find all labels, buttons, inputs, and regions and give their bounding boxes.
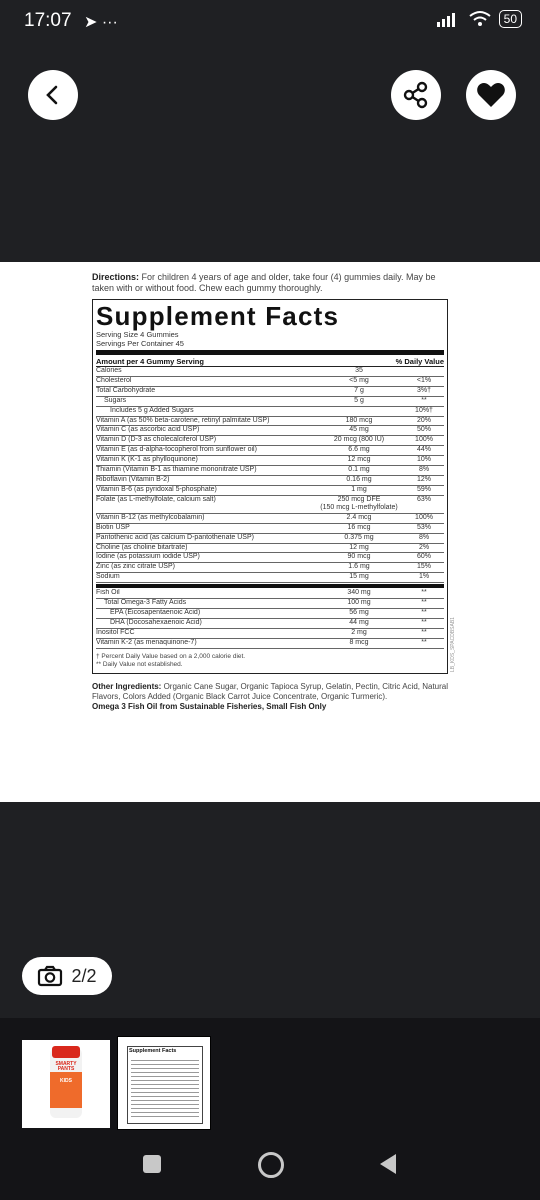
signal-icon: [437, 11, 461, 27]
nutrient-dv: 50%: [416, 426, 431, 434]
nutrient-dv: 63%: [416, 495, 431, 503]
nutrient-row: [96, 609, 444, 619]
nutrient-name: Calories: [96, 367, 122, 374]
nutrient-name: Riboflavin (Vitamin B-2): [96, 475, 170, 483]
counter-text: 2/2: [71, 965, 97, 986]
nutrient-row: [96, 534, 444, 544]
nutrient-row: [96, 486, 444, 496]
nutrient-name: Inositol FCC: [96, 628, 135, 636]
nutrient-row: [96, 563, 444, 573]
nutrient-rows-2: [96, 514, 444, 583]
nutrient-dv: 2%: [418, 543, 430, 551]
mini-facts-lines: [131, 1057, 199, 1117]
nutrient-row: [96, 589, 444, 599]
nutrient-name: Vitamin D (D-3 as cholecalciferol USP): [96, 436, 217, 444]
chevron-left-icon: [42, 84, 64, 106]
nutrient-dv: 100%: [415, 436, 433, 444]
nutrient-dv: **: [421, 599, 427, 607]
nutrient-dv: 15%: [416, 563, 431, 571]
thumbnail-strip: [0, 1018, 540, 1130]
favorite-button[interactable]: [466, 70, 516, 120]
back-nav-icon[interactable]: [378, 1153, 398, 1175]
nutrient-name: Sodium: [96, 573, 120, 581]
nutrient-dv: 8%: [418, 466, 430, 474]
nutrient-name: Pantothenic acid (as calcium D-pantothenate USP): [96, 533, 254, 541]
nutrient-dv: 10%†: [415, 406, 433, 414]
nutrient-dv: [404, 367, 444, 376]
nutrient-row: [96, 619, 444, 629]
status-notification-icons: ➤ ···: [84, 14, 118, 31]
nutrient-name: Cholesterol: [96, 376, 132, 384]
folate-amount-1: 250 mcg DFE: [337, 495, 381, 503]
nutrient-row: [96, 387, 444, 397]
recent-apps-button[interactable]: [143, 1155, 161, 1173]
nutrient-row: [96, 456, 444, 466]
thumbnail-facts-selected[interactable]: [118, 1037, 210, 1129]
label-code: LB_KDS_SPACDBSAB1: [450, 617, 456, 672]
nutrient-amount: 0.16 mg: [346, 475, 372, 483]
nutrient-name: Choline (as choline bitartrate): [96, 543, 188, 551]
nutrient-amount: 1.6 mg: [348, 563, 370, 571]
folate-amount-2: (150 mcg L-methylfolate): [320, 504, 398, 512]
servings-per-container: Servings Per Container 45: [96, 339, 184, 348]
status-right: [437, 10, 522, 28]
nutrient-amount: 35: [355, 367, 363, 374]
nutrient-amount: 0.1 mg: [348, 466, 370, 474]
nutrient-name: EPA (Eicosapentaenoic Acid): [110, 608, 201, 616]
other-ingredients-heading: Other Ingredients:: [92, 681, 162, 691]
system-navbar: [0, 1130, 540, 1200]
nutrient-amount: 45 mg: [349, 426, 369, 434]
thumbnail-product[interactable]: [22, 1040, 110, 1128]
nutrient-row: [96, 544, 444, 554]
wifi-icon: [469, 10, 491, 28]
brand-name: SMARTY PANTS: [55, 1061, 77, 1072]
divider: [96, 584, 444, 588]
other-ingredients-text: Organic Cane Sugar, Organic Tapioca Syrup, Gelatin, Pectin, Citric Acid, Natural Flavors, Colors Added (Organic Black Carrot Juice Concentrate, Organic Turmeric).: [92, 681, 449, 701]
directions: [92, 272, 448, 294]
nutrient-row: [96, 599, 444, 609]
nutrient-row: [96, 496, 444, 514]
bottle-cap: [52, 1046, 80, 1058]
mini-facts-title: Supplement Facts: [129, 1048, 177, 1054]
nutrient-row: [96, 446, 444, 456]
nutrient-amount: [314, 407, 404, 416]
brand-sub: KIDS: [60, 1078, 72, 1084]
nutrient-row: [96, 629, 444, 639]
nutrient-row: [96, 573, 444, 583]
nutrient-row: [96, 553, 444, 563]
nutrient-name: Vitamin B-12 (as methylcobalamin): [96, 513, 205, 521]
share-icon: [402, 81, 430, 109]
status-time: 17:07: [24, 10, 72, 31]
status-bar: [0, 0, 540, 44]
nutrient-row: [96, 514, 444, 524]
nutrient-name: Iodine (as potassium iodide USP): [96, 553, 200, 561]
facts-header: [96, 357, 444, 367]
footnote-dagger: † Percent Daily Value based on a 2,000 calorie diet.: [96, 652, 246, 660]
nutrient-dv: 12%: [416, 475, 431, 483]
home-button[interactable]: [258, 1152, 284, 1178]
nutrient-amount: 100 mg: [347, 599, 371, 607]
directions-heading: Directions:: [92, 272, 140, 282]
nutrient-dv: **: [421, 608, 427, 616]
nutrient-name: Biotin USP: [96, 523, 130, 531]
nutrient-row: [96, 377, 444, 387]
nutrient-name: Total Carbohydrate: [96, 386, 156, 394]
nutrient-amount: [314, 496, 404, 513]
nutrient-amount: 90 mcg: [347, 553, 371, 561]
nutrient-name: Folate (as L-methylfolate, calcium salt): [96, 495, 216, 503]
image-counter[interactable]: [22, 957, 112, 995]
nutrient-row: [96, 639, 444, 649]
nutrient-dv: 59%: [416, 485, 431, 493]
nutrient-name: Total Omega-3 Fatty Acids: [104, 599, 187, 607]
mini-facts-panel: [127, 1046, 203, 1124]
nutrient-dv: 44%: [416, 446, 431, 454]
nutrient-amount: 15 mg: [349, 573, 369, 581]
nutrient-amount: 12 mg: [349, 543, 369, 551]
nutrient-dv: 3%†: [416, 386, 431, 394]
nutrient-row: [96, 436, 444, 446]
nutrient-dv: **: [421, 589, 427, 597]
nutrient-amount: 1 mg: [351, 485, 367, 493]
nutrient-amount: 16 mcg: [347, 523, 371, 531]
bottle-image: [50, 1048, 82, 1118]
nutrient-dv: <1%: [416, 376, 432, 384]
nutrient-row: [96, 466, 444, 476]
nutrient-dv: 60%: [416, 553, 431, 561]
nutrient-dv: 53%: [416, 523, 431, 531]
facts-title: Supplement Facts: [96, 301, 340, 331]
facts-panel: [92, 299, 448, 674]
nutrient-row: [96, 524, 444, 534]
other-ingredients: [92, 682, 448, 712]
nutrient-row: [96, 397, 444, 407]
nutrient-name: Fish Oil: [96, 589, 120, 597]
nutrient-dv: 20%: [416, 416, 431, 424]
nutrient-amount: 180 mcg: [345, 416, 373, 424]
nutrient-amount: 7 g: [354, 386, 364, 394]
nutrient-name: Zinc (as zinc citrate USP): [96, 563, 175, 571]
battery-indicator: 50: [499, 10, 522, 28]
nutrient-row: [96, 417, 444, 427]
amount-header: Amount per 4 Gummy Serving: [96, 357, 204, 366]
footnotes: [96, 653, 444, 669]
nutrient-name: Includes 5 g Added Sugars: [110, 406, 194, 414]
back-button[interactable]: [28, 70, 78, 120]
nutrient-name: DHA (Docosahexaenoic Acid): [110, 618, 202, 626]
nutrient-amount: 5 g: [354, 396, 364, 404]
nutrient-amount: 8 mcg: [349, 638, 369, 646]
directions-text: For children 4 years of age and older, take four (4) gummies daily. May be taken with or without food. Chew each gummy thoroughly.: [92, 272, 436, 293]
nutrient-rows-3: [96, 589, 444, 648]
nutrient-name: Vitamin K (K-1 as phylloquinone): [96, 456, 198, 464]
nutrient-row: [96, 367, 444, 377]
nutrient-dv: **: [421, 638, 427, 646]
image-viewer[interactable]: [0, 262, 540, 802]
nutrient-dv: 8%: [418, 533, 430, 541]
nutrient-amount: 2.4 mcg: [346, 513, 372, 521]
nutrient-amount: 2 mg: [351, 628, 367, 636]
serving-size: Serving Size 4 Gummies: [96, 330, 179, 339]
nutrient-rows-1: [96, 367, 444, 496]
nutrient-name: Vitamin E (as d-alpha-tocopherol from sunflower oil): [96, 446, 257, 454]
heart-icon: [476, 81, 506, 109]
nutrient-amount: <5 mg: [349, 376, 369, 384]
omega-line: Omega 3 Fish Oil from Sustainable Fisheries, Small Fish Only: [92, 701, 327, 711]
nutrient-amount: 0.375 mg: [344, 533, 374, 541]
nutrient-row: [96, 426, 444, 436]
nutrient-amount: 12 mcg: [347, 456, 371, 464]
share-button[interactable]: [391, 70, 441, 120]
nutrient-name: Sugars: [104, 396, 127, 404]
divider: [96, 350, 444, 355]
nutrient-amount: 20 mcg (800 IU): [333, 436, 385, 444]
nutrient-name: Vitamin C (as ascorbic acid USP): [96, 426, 200, 434]
nutrient-amount: 56 mg: [349, 608, 369, 616]
nutrient-name: Vitamin B-6 (as pyridoxal 5-phosphate): [96, 485, 217, 493]
nutrient-dv: **: [421, 628, 427, 636]
footnote-asterisk: ** Daily Value not established.: [96, 660, 183, 668]
nutrient-dv: 100%: [415, 513, 433, 521]
camera-icon: [37, 965, 63, 987]
nutrient-dv: 1%: [418, 573, 430, 581]
nutrient-row: [96, 407, 444, 417]
nutrient-name: Vitamin K-2 (as menaquinone-7): [96, 638, 197, 646]
nutrient-amount: 44 mg: [349, 618, 369, 626]
nutrient-dv: 10%: [416, 456, 431, 464]
dv-header: % Daily Value: [395, 357, 444, 366]
nutrient-amount: 340 mg: [347, 589, 371, 597]
nutrient-dv: **: [421, 396, 427, 404]
supplement-label: [92, 272, 448, 712]
nutrient-row: [96, 476, 444, 486]
nutrient-dv: **: [421, 618, 427, 626]
nutrient-name: Vitamin A (as 50% beta-carotene, retinyl palmitate USP): [96, 416, 270, 424]
nutrient-amount: 6.6 mg: [348, 446, 370, 454]
nutrient-name: Thiamin (Vitamin B-1 as thiamine mononitrate USP): [96, 466, 257, 474]
